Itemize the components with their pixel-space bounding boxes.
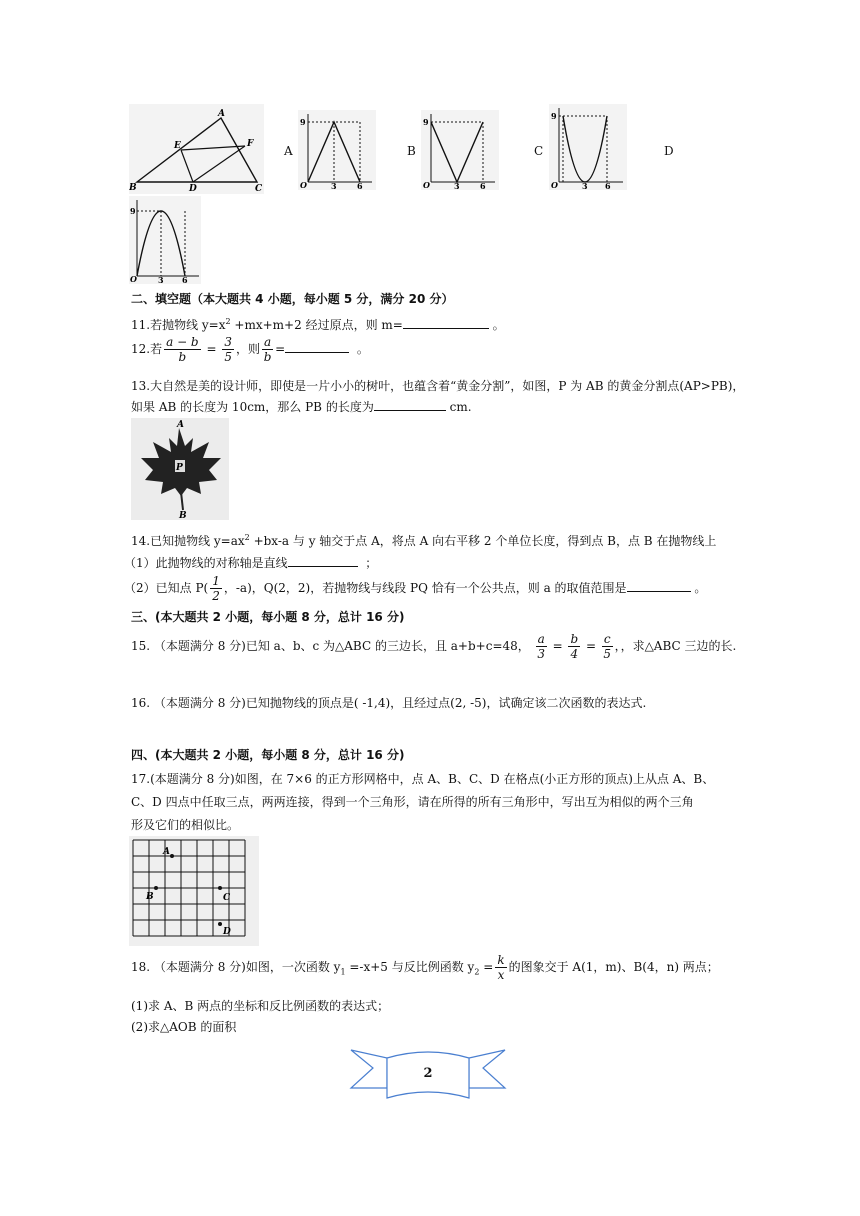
option-label-c: C xyxy=(534,144,544,158)
option-label-b: B xyxy=(407,144,416,158)
axis-label: 6 xyxy=(605,181,611,190)
q14-part2-end: 。 xyxy=(694,581,707,595)
axis-label: 3 xyxy=(582,181,588,190)
q14-text: 14.已知抛物线 y=ax xyxy=(131,534,245,548)
q11-end: 。 xyxy=(492,318,505,332)
q13-answer-blank[interactable] xyxy=(374,398,446,411)
question-18-part1: (1)求 A、B 两点的坐标和反比例函数的表达式； xyxy=(131,999,390,1013)
q13-text: 如果 AB 的长度为 10cm，那么 PB 的长度为 xyxy=(131,400,374,414)
question-13-line1: 13.大自然是美的设计师，即使是一片小小的树叶，也蕴含着“黄金分割”，如图，P 为 AB 的黄金分割点(AP>PB)， xyxy=(131,379,745,393)
q15-fraction-c: $\frac{c}{5}$ xyxy=(603,632,612,661)
q14-part2: （2）已知点 P( xyxy=(124,581,209,595)
axis-label: 9 xyxy=(423,117,429,127)
q14-part2-b: ，-a)，Q(2，2)，若抛物线与线段 PQ 恰有一个公共点，则 a 的取值范围是 xyxy=(223,581,627,595)
axis-label: 9 xyxy=(130,206,136,216)
q14-part2-blank[interactable] xyxy=(627,579,691,592)
q13-unit: cm. xyxy=(445,400,472,414)
q12-text-b: ，则 xyxy=(235,342,260,356)
q14-text-b: +bx-a 与 y 轴交于点 A，将点 A 向右平移 2 个单位长度，得到点 B，点 B 在抛物线上 xyxy=(249,534,717,548)
q12-fraction-1: $\frac{a - b}{b}$ xyxy=(166,335,199,364)
question-14-line1 xyxy=(131,530,716,549)
axis-label: O xyxy=(130,274,137,284)
q18-sub-2: 2 xyxy=(474,967,480,977)
grid-point-d: D xyxy=(223,927,231,937)
q18-text-c: = xyxy=(479,960,494,974)
q14-part1-blank[interactable] xyxy=(288,554,358,567)
question-13-line2 xyxy=(131,398,472,415)
vertex-label: A xyxy=(218,109,225,119)
leaf-point-p: P xyxy=(176,463,183,473)
q15-text-b: ，，求△ABC 三边的长. xyxy=(614,639,737,653)
question-11 xyxy=(131,314,505,333)
grid-point-b: B xyxy=(146,892,154,902)
question-18 xyxy=(131,950,719,989)
q12-answer-blank[interactable] xyxy=(285,340,349,353)
axis-label: 6 xyxy=(480,181,486,190)
maple-leaf-figure xyxy=(131,418,229,520)
axis-label: 3 xyxy=(331,181,337,190)
page-number: 2 xyxy=(423,1066,433,1081)
triangle-figure xyxy=(129,104,264,194)
leaf-point-a: A xyxy=(177,420,184,430)
q15-fraction-a: $\frac{a}{3}$ xyxy=(537,632,545,661)
q12-fraction-2: $\frac{3}{5}$ xyxy=(224,335,232,364)
q18-text: 18. （本题满分 8 分)如图，一次函数 y xyxy=(131,960,341,974)
q15-fraction-b: $\frac{b}{4}$ xyxy=(570,632,579,661)
question-17-line2: C、D 四点中任取三点，两两连接，得到一个三角形，请在所得的所有三角形中，写出互为相似的两个三角 xyxy=(131,795,694,809)
grid-point-c: C xyxy=(223,893,231,903)
graph-option-d xyxy=(129,196,201,284)
option-label-d: D xyxy=(664,144,674,158)
q11-answer-blank[interactable] xyxy=(403,316,489,329)
q18-fraction: $\frac{k}{x}$ xyxy=(497,953,505,982)
q12-text: 12.若 xyxy=(131,342,163,356)
vertex-label: D xyxy=(189,184,197,194)
question-17-line3: 形及它们的相似比。 xyxy=(131,818,240,832)
q11-text-b: +mx+m+2 经过原点，则 m= xyxy=(230,318,403,332)
q12-text-c: = xyxy=(275,342,286,356)
question-12 xyxy=(131,334,369,364)
q18-text-d: 的图象交于 A(1，m)、B(4，n) 两点； xyxy=(508,960,719,974)
axis-label: 3 xyxy=(158,275,164,284)
axis-label: O xyxy=(300,180,307,190)
grid-point-a: A xyxy=(163,847,170,857)
axis-label: 3 xyxy=(454,181,460,190)
q14-sup: 2 xyxy=(244,533,250,542)
q14-part1-end: ； xyxy=(365,556,378,570)
section3-heading: 三、(本大题共 2 小题，每小题 8 分，总计 16 分) xyxy=(131,610,405,624)
vertex-label: E xyxy=(174,141,181,151)
question-17-line1: 17.(本题满分 8 分)如图，在 7×6 的正方形网格中，点 A、B、C、D 在格点(小正方形的顶点)上从点 A、B、 xyxy=(131,772,715,786)
axis-label: 9 xyxy=(300,117,306,127)
section2-heading: 二、填空题（本大题共 4 小题，每小题 5 分，满分 20 分） xyxy=(131,292,454,306)
axis-label: 6 xyxy=(182,275,188,284)
q14-part1: （1）此抛物线的对称轴是直线 xyxy=(124,556,288,570)
axis-label: O xyxy=(423,180,430,190)
q12-end: 。 xyxy=(356,342,369,356)
question-18-part2: (2)求△AOB 的面积 xyxy=(131,1020,237,1034)
vertex-label: F xyxy=(247,139,254,149)
section4-heading: 四、(本大题共 2 小题，每小题 8 分，总计 16 分) xyxy=(131,748,405,762)
question-15: 15. （本题满分 8 分)已知 a、b、c 为△ABC 的三边长，且 a+b+c=48， $\frac{a}{3}$ = $\frac{b}{4}$ = $\frac{c}{5}$ ，，求△ABC 三边的长. xyxy=(131,632,737,661)
axis-label: O xyxy=(551,180,558,190)
q18-text-b: =-x+5 与反比例函数 y xyxy=(345,960,475,974)
graph-option-a xyxy=(298,110,376,190)
question-14-line3 xyxy=(124,573,706,603)
q18-sub-1: 1 xyxy=(340,967,346,977)
q11-text: 11.若抛物线 y=x xyxy=(131,318,226,332)
leaf-point-b: B xyxy=(179,511,187,520)
option-label-a: A xyxy=(284,144,293,158)
grid-figure xyxy=(129,836,259,946)
q12-eq: = xyxy=(202,342,221,356)
graph-option-c xyxy=(549,104,627,190)
q12-fraction-3: $\frac{a}{b}$ xyxy=(263,335,272,364)
graph-option-b xyxy=(421,110,499,190)
axis-label: 6 xyxy=(357,181,363,190)
vertex-label: C xyxy=(255,184,263,194)
question-14-line2 xyxy=(124,554,377,571)
q14-fraction: $\frac{1}{2}$ xyxy=(212,574,220,603)
vertex-label: B xyxy=(129,183,137,193)
question-16: 16. （本题满分 8 分)已知抛物线的顶点是( -1,4)，且经过点(2, -5)，试确定该二次函数的表达式. xyxy=(131,696,647,710)
q11-sup: 2 xyxy=(225,317,231,326)
q15-text: 15. （本题满分 8 分)已知 a、b、c 为△ABC 的三边长，且 a+b+c=48， xyxy=(131,639,530,653)
axis-label: 9 xyxy=(551,111,557,121)
